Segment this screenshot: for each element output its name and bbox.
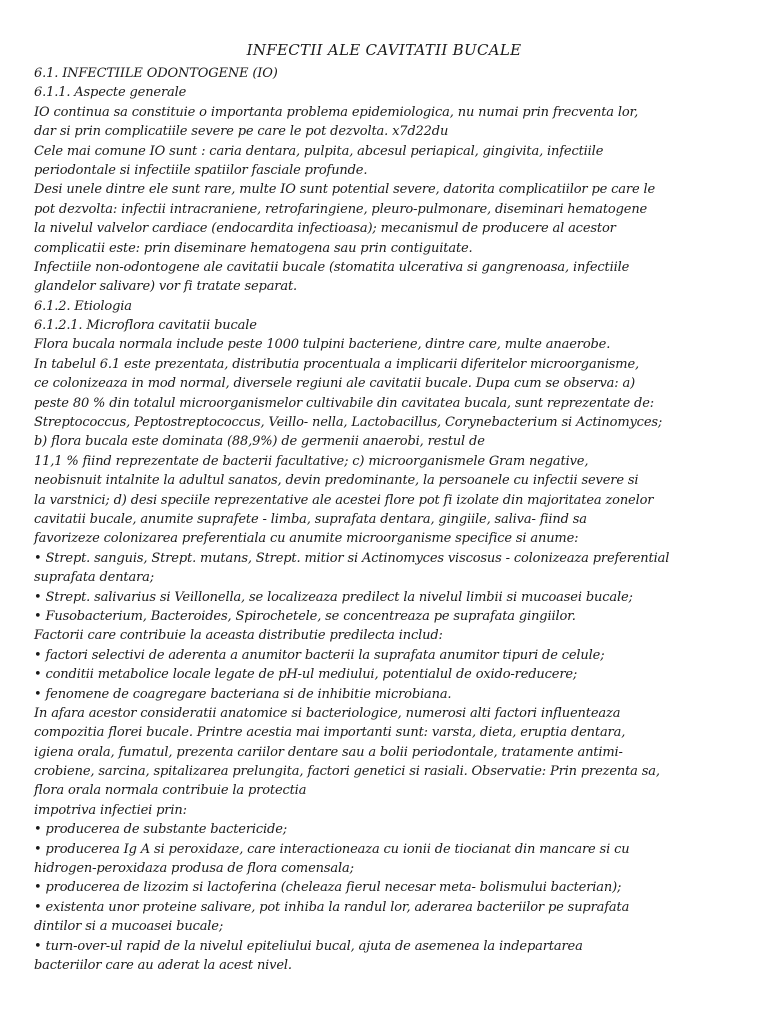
- text-line: peste 80 % din totalul microorganismelor cultivabile din cavitatea bucala, sunt reprezentate de:: [34, 395, 654, 411]
- text-line: In tabelul 6.1 este prezentata, distributia procentuala a implicarii diferitelor microorganisme,: [34, 356, 640, 372]
- text-line: periodontale si infectiile spatiilor fasciale profunde.: [34, 162, 368, 178]
- bullet-line: • producerea de substante bactericide;: [34, 822, 287, 838]
- bullet-line: • conditii metabolice locale legate de pH-ul mediului, potentialul de oxido-reducere;: [34, 667, 578, 683]
- section-heading: 6.1. INFECTIILE ODONTOGENE (IO): [34, 66, 278, 81]
- text-line: crobiene, sarcina, spitalizarea prelungita, factori genetici si rasiali. Observatie: Prin prezenta sa,: [34, 764, 660, 780]
- text-line: la varstnici; d) desi speciile reprezentative ale acestei flore pot fi izolate din majoritatea zonelor: [34, 492, 654, 508]
- text-line: dar si prin complicatiile severe pe care le pot dezvolta. x7d22du: [34, 124, 449, 140]
- text-line: cavitatii bucale, anumite suprafete - limba, suprafata dentara, gingiile, saliva- fiind sa: [34, 511, 587, 527]
- text-line: favorizeze colonizarea preferentiala cu anumite microorganisme specifice si anume:: [34, 531, 579, 547]
- bullet-line: • Strept. sanguis, Strept. mutans, Strept. mitior si Actinomyces viscosus - colonizeaza preferential: [34, 550, 670, 566]
- document-title: INFECTII ALE CAVITATII BUCALE: [246, 41, 522, 59]
- text-line: ce colonizeaza in mod normal, diversele regiuni ale cavitatii bucale. Dupa cum se observa: a): [34, 376, 636, 392]
- bullet-line: • Fusobacterium, Bacteroides, Spirochetele, se concentreaza pe suprafata gingiilor.: [34, 608, 576, 624]
- text-line: 11,1 % fiind reprezentate de bacterii facultative; c) microorganismele Gram negative,: [34, 453, 589, 469]
- text-line: bacteriilor care au aderat la acest nivel.: [34, 957, 292, 973]
- text-line: Streptococcus, Peptostreptococcus, Veillo- nella, Lactobacillus, Corynebacterium si Actinomyces;: [34, 415, 663, 431]
- text-line: hidrogen-peroxidaza produsa de flora comensala;: [34, 861, 354, 877]
- text-line: flora orala normala contribuie la protectia: [34, 783, 307, 799]
- text-line: complicatii este: prin diseminare hematogena sau prin contiguitate.: [34, 240, 473, 256]
- text-line: IO continua sa constituie o importanta problema epidemiologica, nu numai prin frecventa lor,: [34, 104, 639, 120]
- text-line: Cele mai comune IO sunt : caria dentara, pulpita, abcesul periapical, gingivita, infectiile: [34, 143, 604, 159]
- text-line: igiena orala, fumatul, prezenta cariilor dentare sau a bolii periodontale, tratamente antimi-: [34, 744, 623, 760]
- text-line: In afara acestor consideratii anatomice si bacteriologice, numerosi alti factori influenteaza: [34, 705, 621, 721]
- text-line: suprafata dentara;: [34, 570, 155, 586]
- text-line: glandelor salivare) vor fi tratate separat.: [34, 279, 298, 295]
- document-body: [34, 64, 734, 975]
- subsection-heading: 6.1.2.1. Microflora cavitatii bucale: [34, 318, 257, 334]
- text-line: Flora bucala normala include peste 1000 tulpini bacteriene, dintre care, multe anaerobe.: [34, 337, 611, 353]
- text-line: compozitia florei bucale. Printre acestia mai importanti sunt: varsta, dieta, eruptia dentara,: [34, 725, 626, 741]
- text-line: Desi unele dintre ele sunt rare, multe IO sunt potential severe, datorita complicatiilor pe care le: [34, 182, 656, 198]
- bullet-line: • existenta unor proteine salivare, pot inhiba la randul lor, aderarea bacteriilor pe suprafata: [34, 899, 630, 915]
- text-line: neobisnuit intalnite la adultul sanatos, devin predominante, la persoanele cu infectii severe si: [34, 473, 639, 489]
- bullet-line: • Strept. salivarius si Veillonella, se localizeaza predilect la nivelul limbii si mucoasei bucale;: [34, 589, 633, 605]
- subsection-heading: 6.1.1. Aspecte generale: [34, 85, 187, 101]
- text-line: impotriva infectiei prin:: [34, 802, 187, 818]
- text-line: la nivelul valvelor cardiace (endocardita infectioasa); mecanismul de producere al acestor: [34, 221, 616, 237]
- text-line: Factorii care contribuie la aceasta distributie predilecta includ:: [34, 628, 443, 644]
- bullet-line: • fenomene de coagregare bacteriana si de inhibitie microbiana.: [34, 686, 452, 702]
- text-line: b) flora bucala este dominata (88,9%) de germenii anaerobi, restul de: [34, 434, 485, 450]
- bullet-line: • producerea de lizozim si lactoferina (cheleaza fierul necesar meta- bolismului bacterian);: [34, 880, 622, 896]
- bullet-line: • factori selectivi de aderenta a anumitor bacterii la suprafata anumitor tipuri de celule;: [34, 647, 605, 663]
- bullet-line: • turn-over-ul rapid de la nivelul epiteliului bucal, ajuta de asemenea la indepartarea: [34, 938, 583, 954]
- text-line: dintilor si a mucoasei bucale;: [34, 919, 224, 935]
- subsection-heading: 6.1.2. Etiologia: [34, 298, 132, 314]
- text-line: Infectiile non-odontogene ale cavitatii bucale (stomatita ulcerativa si gangrenoasa, infectiile: [34, 259, 630, 275]
- text-line: pot dezvolta: infectii intracraniene, retrofaringiene, pleuro-pulmonare, diseminari hematogene: [34, 201, 648, 217]
- bullet-line: • producerea Ig A si peroxidaze, care interactioneaza cu ionii de tiocianat din mancare si cu: [34, 841, 630, 857]
